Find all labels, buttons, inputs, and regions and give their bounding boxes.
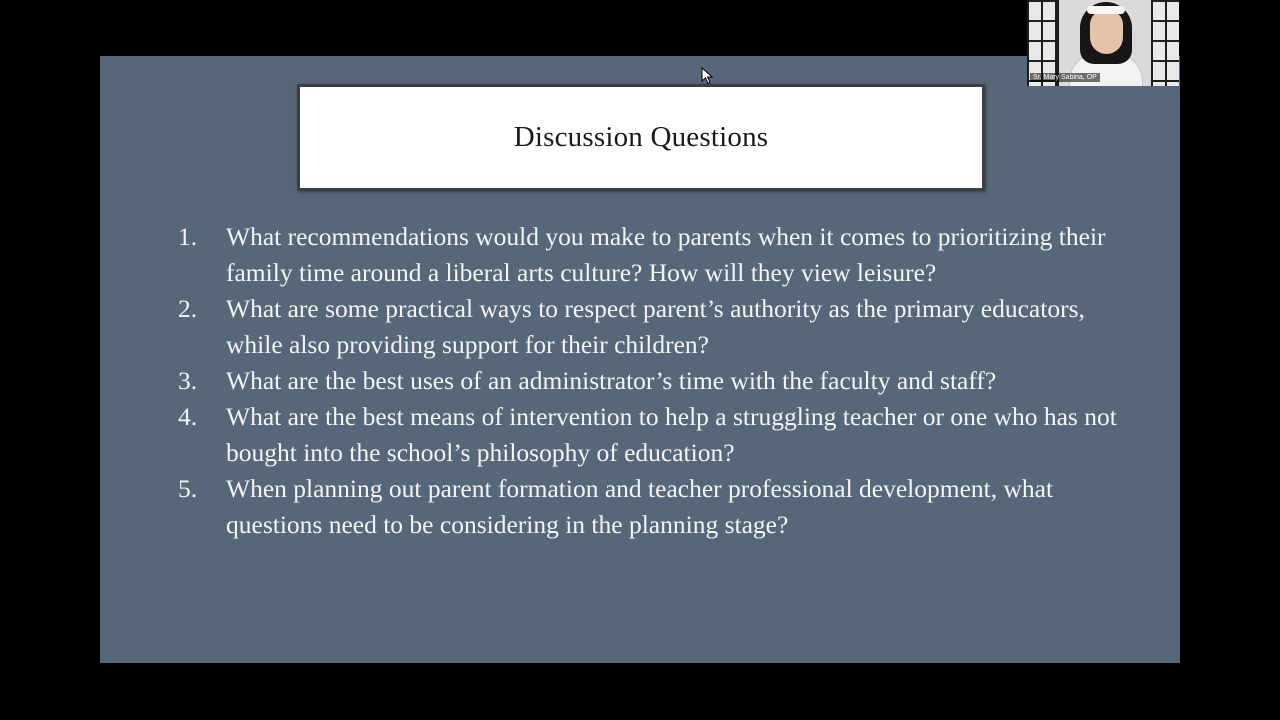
list-item xyxy=(178,291,1138,363)
question-number: 2. xyxy=(178,294,198,323)
list-item xyxy=(178,363,1138,399)
mouse-pointer-icon xyxy=(701,67,715,85)
list-item xyxy=(178,219,1138,291)
presentation-slide xyxy=(100,56,1180,663)
question-number: 1. xyxy=(178,222,198,251)
question-number: 4. xyxy=(178,402,198,431)
list-item xyxy=(178,399,1138,471)
question-text: What are the best means of intervention to help a struggling teacher or one who has not bought into the school’s philosophy of education? xyxy=(226,402,1117,467)
question-text: What are the best uses of an administrator’s time with the faculty and staff? xyxy=(226,366,997,395)
discussion-questions-list xyxy=(178,219,1138,543)
participant-name-label: Sr. Mary Sabina, OP xyxy=(1030,73,1100,82)
participant-face xyxy=(1090,10,1123,54)
background-screen-panel xyxy=(1151,0,1179,86)
question-text: What are some practical ways to respect parent’s authority as the primary educators, while also providing support for their children? xyxy=(226,294,1085,359)
question-text: When planning out parent formation and teacher professional development, what questions need to be considering in the planning stage? xyxy=(226,474,1054,539)
participant-video-thumbnail[interactable] xyxy=(1027,0,1179,86)
question-text: What recommendations would you make to parents when it comes to prioritizing their family time around a liberal arts culture? How will they view leisure? xyxy=(226,222,1106,287)
question-number: 3. xyxy=(178,366,198,395)
slide-title: Discussion Questions xyxy=(513,121,769,153)
participant-wimple xyxy=(1087,6,1125,14)
slide-title-box xyxy=(297,84,985,191)
question-number: 5. xyxy=(178,474,198,503)
list-item xyxy=(178,471,1138,543)
